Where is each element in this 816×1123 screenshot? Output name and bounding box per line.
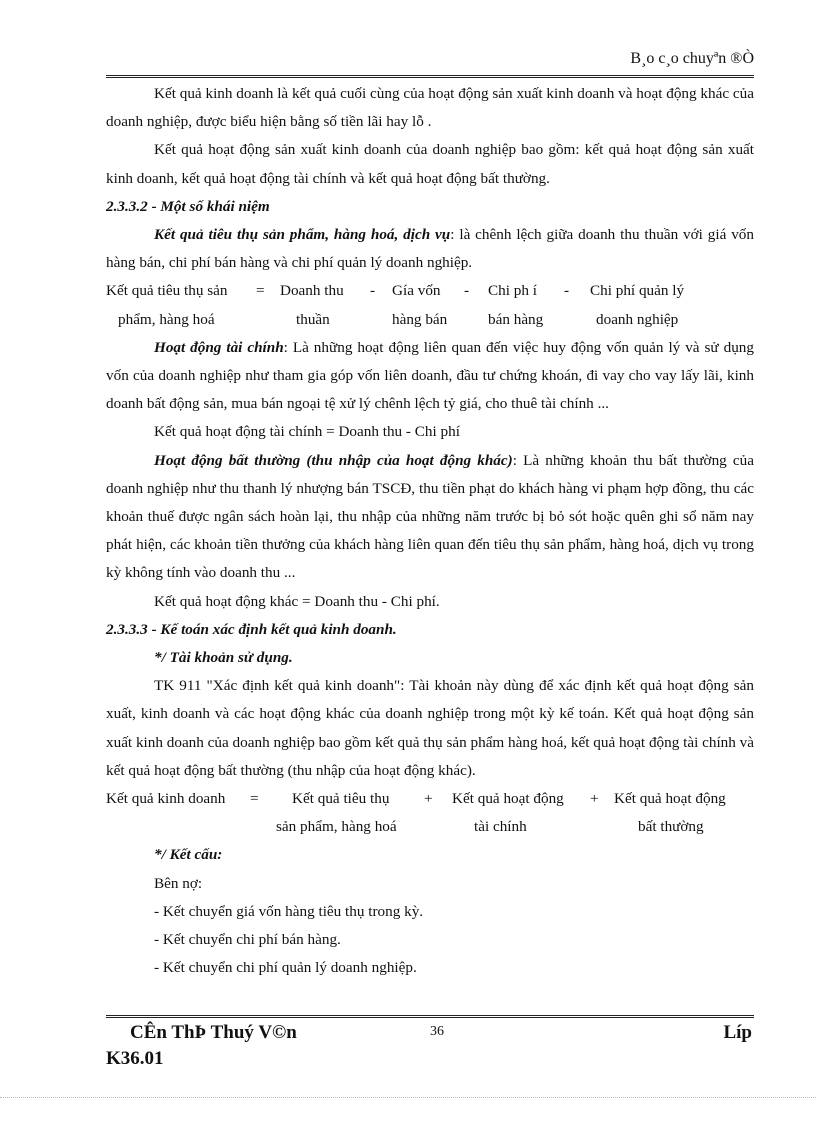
f1-eq: = [256,282,265,300]
f1-selling: Chi ph í [488,282,537,300]
f4-eq: = [250,790,259,808]
paragraph-5 [106,447,754,588]
footer-rule [106,1015,754,1018]
f1-term: Kết quả tiêu thụ sản [106,282,228,300]
f1-admin-2: doanh nghiệp [596,310,679,328]
f1-cogs-2: hàng bán [392,310,448,328]
formula-1-line-2 [106,306,754,334]
list-item: - Kết chuyển chi phí bán hàng. [154,931,341,949]
f1-selling-2: bán hàng [488,310,544,328]
list-item: - Kết chuyển chi phí quản lý doanh nghiệp. [154,959,417,977]
heading-2-3-3-2: 2.3.3.2 - Một số khái niệm [106,197,270,215]
footer-class-code: K36.01 [106,1048,164,1069]
page-number: 36 [430,1024,444,1039]
f4-term: Kết quả kinh doanh [106,790,226,808]
term-hoat-dong-tai-chinh: Hoạt động tài chính [154,338,284,356]
formula-2: Kết quả hoạt động tài chính = Doanh thu - Chi phí [154,423,460,441]
document-body [106,80,754,982]
f1-revenue-2: thuần [296,310,330,328]
header-title: B¸o c¸o chuyªn ®Ò [630,50,754,67]
heading-account: */ Tài khoản sử dụng. [154,649,293,667]
f4-other-2: bất thường [638,818,704,836]
footer-class-label: Líp [723,1022,752,1043]
list-item: - Kết chuyển giá vốn hàng tiêu thụ trong kỳ. [154,902,424,920]
f4-sales-2: sản phẩm, hàng hoá [276,818,397,836]
term-hoat-dong-bat-thuong: Hoạt động bất thường (thu nhập của hoạt động khác) [154,451,513,469]
heading-structure: */ Kết cấu: [154,846,223,864]
f1-revenue: Doanh thu [280,282,344,300]
header-rule [106,75,754,78]
paragraph-6: TK 911 "Xác định kết quả kinh doanh": Tài khoản này dùng để xác định kết quả hoạt động sản xuất, kinh doanh và các hoạt động khác của doanh nghiệp trong một kỳ kế toán. Kết quả hoạt động sản xuất kinh doanh của doanh nghiệp bao gồm kết quả thụ sản phẩm hàng hoá, kết quả hoạt động tài chính và kết quả hoạt động bất thường (thu nhập của hoạt động khác). [106,677,754,779]
paragraph-3 [106,221,754,277]
f4-plus-2: + [590,790,599,808]
formula-3: Kết quả hoạt động khác = Doanh thu - Chi phí. [154,592,440,610]
formula-4-line-2 [106,813,754,841]
formula-4-line-1 [106,785,754,813]
f4-sales: Kết quả tiêu thụ [292,790,390,808]
f1-term-2: phẩm, hàng hoá [118,310,215,328]
footer-author: CÊn ThÞ Thuý V©n [130,1022,297,1043]
f4-financial-2: tài chính [474,818,527,836]
f1-minus-1: - [370,282,376,300]
paragraph-2: Kết quả hoạt động sản xuất kinh doanh của doanh nghiệp bao gồm: kết quả hoạt động sản xuất kinh doanh, kết quả hoạt động tài chính và kết quả hoạt động bất thường. [106,141,754,187]
heading-2-3-3-3: 2.3.3.3 - Kế toán xác định kết quả kinh doanh. [106,620,397,638]
f4-plus-1: + [424,790,433,808]
paragraph-4-text: : Là những hoạt động liên quan đến việc huy động vốn quản lý và sử dụng vốn của doanh nghiệp như tham gia góp vốn liên doanh, đầu tư chứng khoán, đi vay cho vay lấy lãi, kinh doanh bất động sản, mua bán ngoại tệ xử lý chênh lệch tỷ giá, cho thuê tài chính ... [106,338,754,413]
f1-minus-2: - [464,282,470,300]
formula-1-line-1 [106,277,754,305]
paragraph-5-text: : Là những khoản thu bất thường của doanh nghiệp như thu thanh lý nhượng bán TSCĐ, thu tiền phạt do khách hàng vi phạm hợp đồng, thu các khoản thuế được ngân sách hoàn lại, thu nhập của những năm trước bị bỏ sót hoặc quên ghi sổ năm nay phát hiện, các khoản tiền thưởng của khách hàng liên quan đến tiêu thụ sản phẩm, hàng hoá, dịch vụ trong kỳ không tính vào doanh thu ... [106,451,755,582]
paragraph-1: Kết quả kinh doanh là kết quả cuối cùng của hoạt động sản xuất kinh doanh và hoạt động khác của doanh nghiệp, được biểu hiện bằng số tiền lãi hay lỗ . [106,85,754,131]
list-item-debit: Bên nợ: [154,874,203,892]
term-ket-qua-tieu-thu: Kết quả tiêu thụ sản phẩm, hàng hoá, dịch vụ [154,226,451,244]
f4-financial: Kết quả hoạt động [452,790,564,808]
f1-minus-3: - [564,282,570,300]
f1-admin: Chi phí quản lý [590,282,685,300]
page-break-line [0,1097,816,1098]
f1-cogs: Gía vốn [392,282,441,300]
paragraph-4 [106,334,754,419]
paragraph-3-text: : là chênh lệch giữa doanh thu thuần với giá vốn hàng bán, chi phí bán hàng và chi phí quản lý doanh nghiệp. [106,226,754,272]
f4-other: Kết quả hoạt động [614,790,726,808]
